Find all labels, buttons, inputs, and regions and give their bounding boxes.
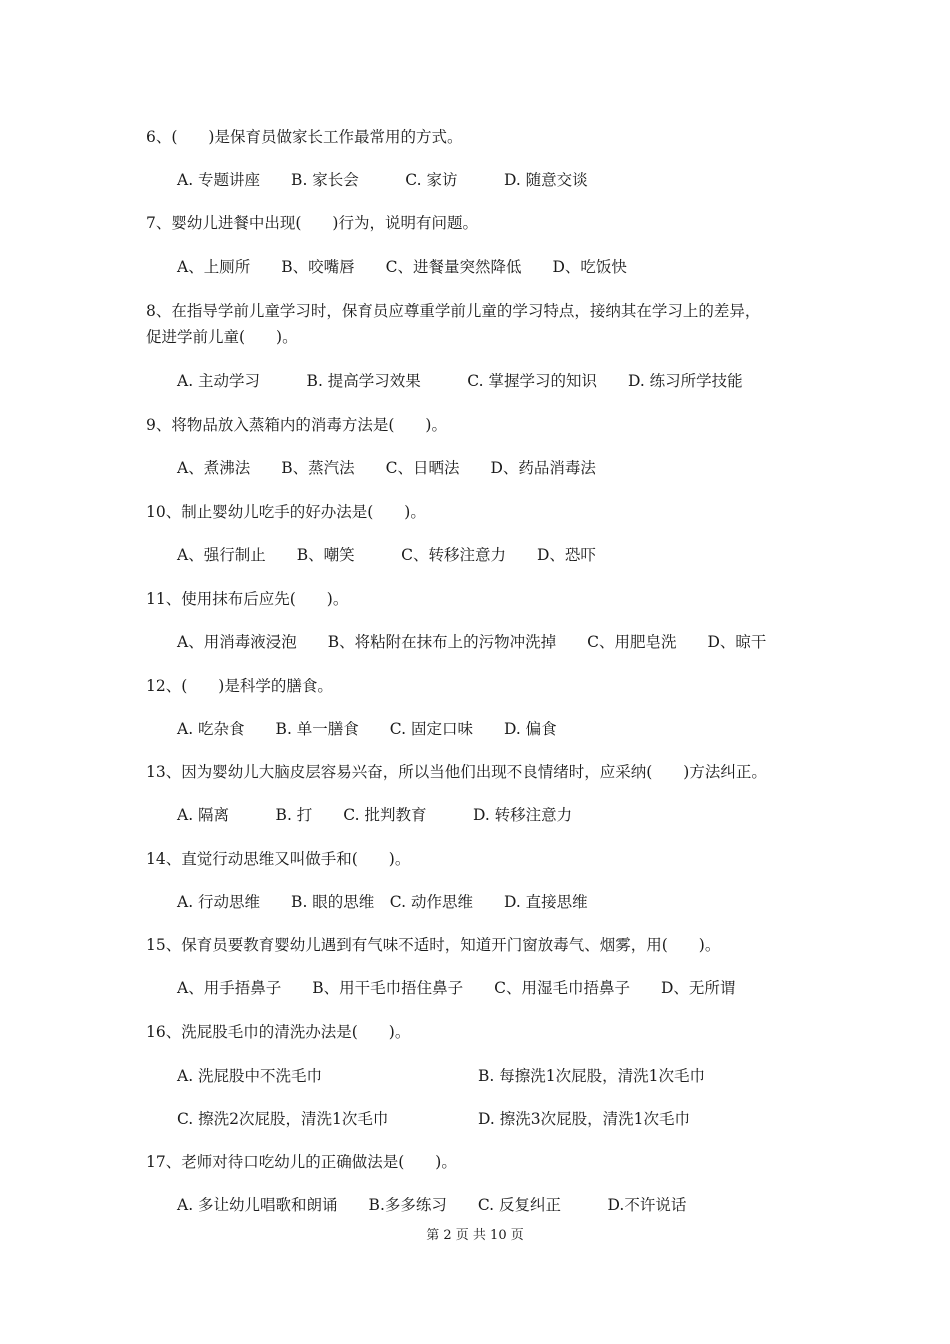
question-16-option-d: D. 擦洗3次屁股，清洗1次毛巾 [478, 1110, 690, 1128]
question-8-options: A. 主动学习 B. 提高学习效果 C. 掌握学习的知识 D. 练习所学技能 [177, 372, 743, 390]
question-12-stem: 12、( )是科学的膳食。 [146, 677, 333, 695]
page-footer: 第 2 页 共 10 页 [426, 1228, 524, 1243]
question-17-options: A. 多让幼儿唱歌和朗诵 B.多多练习 C. 反复纠正 D.不许说话 [177, 1196, 687, 1214]
question-11-stem: 11、使用抹布后应先( )。 [146, 590, 349, 608]
question-9-options: A、煮沸法 B、蒸汽法 C、日晒法 D、药品消毒法 [177, 459, 596, 477]
question-7-options: A、上厕所 B、咬嘴唇 C、进餐量突然降低 D、吃饭快 [177, 258, 627, 276]
question-15-stem: 15、保育员要教育婴幼儿遇到有气味不适时，知道开门窗放毒气、烟雾，用( )。 [146, 936, 721, 954]
question-6-stem: 6、( )是保育员做家长工作最常用的方式。 [146, 128, 463, 146]
question-12-options: A. 吃杂食 B. 单一膳食 C. 固定口味 D. 偏食 [177, 720, 557, 738]
question-8-stem-line-2: 促进学前儿童( )。 [146, 328, 298, 346]
question-6-options: A. 专题讲座 B. 家长会 C. 家访 D. 随意交谈 [177, 171, 588, 189]
question-11-options: A、用消毒液浸泡 B、将粘附在抹布上的污物冲洗掉 C、用肥皂洗 D、晾干 [177, 633, 767, 651]
question-13-stem: 13、因为婴幼儿大脑皮层容易兴奋，所以当他们出现不良情绪时，应采纳( )方法纠正。 [146, 763, 767, 781]
question-13-options: A. 隔离 B. 打 C. 批判教育 D. 转移注意力 [177, 806, 573, 824]
question-14-stem: 14、直觉行动思维又叫做手和( )。 [146, 850, 411, 868]
question-8-stem-line-1: 8、在指导学前儿童学习时，保育员应尊重学前儿童的学习特点，接纳其在学习上的差异， [146, 302, 761, 320]
question-16-option-b: B. 每擦洗1次屁股，清洗1次毛巾 [478, 1067, 705, 1085]
question-17-stem: 17、老师对待口吃幼儿的正确做法是( )。 [146, 1153, 457, 1171]
question-10-options: A、强行制止 B、嘲笑 C、转移注意力 D、恐吓 [177, 546, 596, 564]
question-16-option-c: C. 擦洗2次屁股，清洗1次毛巾 [177, 1110, 389, 1128]
question-15-options: A、用手捂鼻子 B、用干毛巾捂住鼻子 C、用湿毛巾捂鼻子 D、无所谓 [177, 979, 736, 997]
question-9-stem: 9、将物品放入蒸箱内的消毒方法是( )。 [146, 416, 447, 434]
question-7-stem: 7、婴幼儿进餐中出现( )行为，说明有问题。 [146, 214, 478, 232]
question-16-stem: 16、洗屁股毛巾的清洗办法是( )。 [146, 1023, 411, 1041]
question-10-stem: 10、制止婴幼儿吃手的好办法是( )。 [146, 503, 426, 521]
question-14-options: A. 行动思维 B. 眼的思维 C. 动作思维 D. 直接思维 [177, 893, 588, 911]
question-16-option-a: A. 洗屁股中不洗毛巾 [177, 1067, 323, 1085]
